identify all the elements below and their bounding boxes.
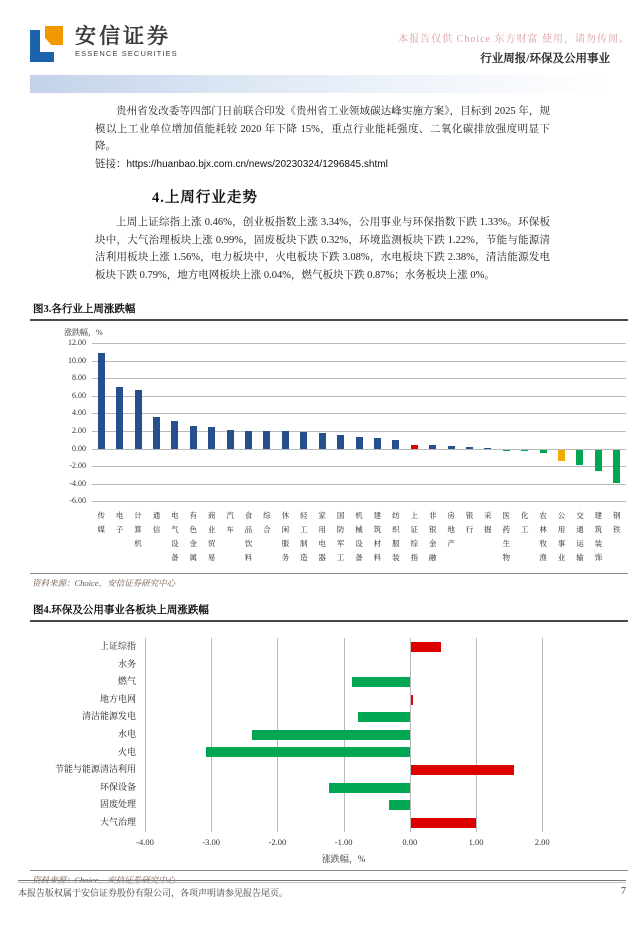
x-category-label: 计 算 机: [134, 511, 142, 548]
x-category-label: 有 色 金 属: [189, 511, 198, 562]
bar-上证综指: [411, 445, 418, 449]
x-category-label: 采 掘: [484, 511, 492, 534]
x-category-label: 休 闲 服 务: [281, 511, 290, 562]
bar-农林牧渔: [540, 450, 547, 453]
row-label-水务: 水务: [117, 658, 136, 669]
report-type-label: 行业周报/环保及公用事业: [480, 53, 610, 65]
x-tick-label: -2.00: [268, 836, 287, 847]
footer-rule: [18, 880, 626, 883]
x-category-label: 家 用 电 器: [318, 511, 326, 562]
x-tick-label: 2.00: [534, 836, 550, 847]
news-link-line: [95, 156, 550, 174]
x-category-label: 房 地 产: [447, 511, 455, 548]
x-tick-label: -3.00: [202, 836, 221, 847]
bar-电气设备: [171, 421, 178, 449]
bar-银行: [466, 447, 473, 448]
x-category-label: 交 通 运 输: [576, 511, 584, 562]
bar-地方电网: [411, 695, 414, 705]
figure4: [30, 602, 628, 886]
bar-钢铁: [613, 450, 620, 483]
bar-房地产: [448, 446, 455, 449]
market-summary-paragraph: 上周上证综指上涨 0.46%，创业板指数上涨 3.34%，公用事业与环保指数下跌 1.33%。环保板块中，大气治理板块上涨 0.99%，固废板块下跌 0.32%，环境监测板块下跌 1.22%，节能与能源清洁利用板块上涨 1.56%，电力板块中，火电板块下跌 3.08%，水电板块下跌 2.38%，清洁能源发电板块下跌 0.79%，地方电网板块上涨 0.04%，燃气板块下跌 0.87%；水务板块上涨 0%。: [95, 217, 550, 281]
x-axis-title: 涨跌幅，%: [321, 853, 366, 864]
figure3: [30, 301, 628, 589]
row-label-大气治理: 大气治理: [99, 817, 136, 827]
bar-商业贸易: [208, 427, 215, 449]
sector-hbar-chart: [30, 636, 628, 870]
x-tick-label: 0.00: [402, 836, 418, 847]
x-category-label: 电 子: [115, 511, 124, 534]
page-header: [0, 24, 640, 68]
bar-燃气: [352, 677, 410, 687]
x-category-label: 银 行: [465, 511, 474, 534]
figure4-source: 资料来源：Choice，安信证券研究中心: [32, 875, 176, 885]
bar-机械设备: [356, 437, 363, 448]
figure3-source: 资料来源：Choice，安信证券研究中心: [32, 578, 176, 588]
figure3-bottom-rule: [30, 573, 628, 574]
figure3-title-rule: [30, 319, 628, 321]
gridline: [92, 396, 626, 397]
bar-固废处理: [389, 800, 410, 810]
gridline: [410, 638, 411, 832]
report-page: [0, 24, 640, 929]
y-tick-label: -6.00: [69, 496, 86, 506]
gridline: [92, 361, 626, 362]
gridline: [92, 484, 626, 485]
row-label-火电: 火电: [117, 746, 136, 757]
page-number: 7: [621, 886, 626, 897]
bar-综合: [263, 431, 270, 449]
bar-纺织服装: [392, 440, 399, 448]
gridline: [211, 638, 212, 832]
row-label-燃气: 燃气: [117, 676, 136, 687]
body-content: [95, 103, 550, 284]
x-category-label: 轻 工 制 造: [300, 511, 308, 562]
link-label: 链接：: [95, 158, 127, 170]
bar-休闲服务: [282, 431, 289, 448]
bar-上证综指: [411, 642, 441, 652]
y-tick-label: -4.00: [69, 478, 86, 488]
x-category-label: 综 合: [263, 511, 271, 534]
x-category-label: 国 防 军 工: [336, 511, 345, 562]
page-footer: [18, 880, 626, 899]
bar-医药生物: [503, 450, 510, 451]
section-heading: 4.上周行业走势: [152, 190, 258, 206]
bar-食品饮料: [245, 431, 252, 449]
bar-建筑装饰: [595, 450, 602, 471]
y-tick-label: 6.00: [72, 390, 86, 400]
x-category-label: 钢 铁: [613, 511, 621, 534]
footer-copyright: 本报告版权属于安信证券股份有限公司，各项声明请参见报告尾页。: [18, 888, 289, 898]
gridline: [92, 413, 626, 414]
logo-blue-shape: [30, 52, 54, 62]
bar-国防军工: [337, 435, 344, 449]
brand-name-en: ESSENCE SECURITIES: [75, 49, 178, 58]
bar-家用电器: [319, 433, 326, 449]
x-category-label: 商 业 贸 易: [207, 511, 216, 562]
x-category-label: 非 银 金 融: [428, 511, 437, 562]
bar-计算机: [135, 390, 142, 449]
bar-非银金融: [429, 445, 436, 449]
figure3-title: 图3.各行业上周涨跌幅: [33, 304, 136, 315]
gridline: [476, 638, 477, 832]
bar-环保设备: [329, 783, 410, 793]
x-tick-label: -1.00: [334, 836, 353, 847]
bar-建筑材料: [374, 438, 381, 449]
bar-节能与能源清洁利用: [411, 765, 514, 775]
bar-采掘: [484, 448, 491, 449]
row-label-固废处理: 固废处理: [99, 799, 136, 810]
row-label-地方电网: 地方电网: [99, 693, 136, 704]
bar-水电: [252, 730, 410, 740]
gridline: [92, 378, 626, 379]
x-category-label: 化 工: [520, 511, 529, 534]
gridline: [542, 638, 543, 832]
gridline: [145, 638, 146, 832]
y-tick-label: 2.00: [72, 426, 86, 435]
y-tick-label: -2.00: [69, 461, 86, 471]
row-label-水电: 水电: [117, 729, 136, 739]
header-gradient-band: [30, 75, 640, 93]
x-category-label: 机 械 设 备: [355, 511, 363, 562]
logo-orange-shape: [45, 26, 63, 45]
x-category-label: 纺 织 服 装: [392, 511, 400, 562]
bar-大气治理: [411, 818, 477, 828]
x-category-label: 传 媒: [97, 511, 105, 534]
bar-轻工制造: [300, 432, 307, 449]
row-label-上证综指: 上证综指: [99, 641, 136, 651]
x-category-label: 医 药 生 物: [502, 511, 511, 562]
y-axis-title: 涨跌幅，%: [64, 328, 103, 337]
bar-汽车: [227, 430, 234, 449]
bar-化工: [521, 450, 528, 451]
y-tick-label: 12.00: [68, 338, 86, 347]
y-tick-label: 0.00: [72, 443, 86, 453]
x-category-label: 建 筑 材 料: [373, 511, 382, 562]
x-category-label: 食 品 饮 料: [244, 511, 253, 562]
x-category-label: 通 信: [152, 511, 161, 534]
y-tick-label: 4.00: [72, 408, 86, 418]
x-category-label: 公 用 事 业: [557, 511, 566, 562]
x-category-label: 汽 车: [226, 511, 234, 534]
figure4-title: 图4.环保及公用事业各板块上周涨跌幅: [33, 605, 209, 616]
y-tick-label: 8.00: [72, 373, 86, 383]
x-category-label: 农 林 牧 渔: [539, 511, 547, 562]
row-label-节能与能源清洁利用: 节能与能源清洁利用: [54, 764, 136, 775]
y-tick-label: 10.00: [68, 355, 86, 365]
confidential-watermark: 本报告仅供 Choice 东方财富 使用，请勿传阅。: [398, 34, 630, 45]
bar-交通运输: [576, 450, 583, 466]
gridline: [92, 501, 626, 502]
bar-传媒: [98, 353, 105, 449]
bar-电子: [116, 387, 123, 449]
bar-火电: [206, 747, 410, 757]
row-label-清洁能源发电: 清洁能源发电: [81, 711, 136, 722]
x-tick-label: -4.00: [136, 836, 154, 847]
figure4-bottom-rule: [30, 870, 628, 871]
x-category-label: 建 筑 装 饰: [594, 511, 603, 562]
row-label-环保设备: 环保设备: [99, 781, 136, 792]
bar-公用事业: [558, 450, 565, 462]
x-tick-label: 1.00: [468, 836, 484, 847]
gridline: [92, 466, 626, 467]
news-paragraph: 贵州省发改委等四部门日前联合印发《贵州省工业领域碳达峰实施方案》，目标到 2025 年，规模以上工业单位增加值能耗较 2020 年下降 15%，重点行业能耗强度、二氧化碳排放强度明显下降。: [95, 106, 550, 152]
bar-有色金属: [190, 426, 197, 449]
figure4-title-rule: [30, 620, 628, 622]
x-category-label: 电 气 设 备: [171, 511, 179, 562]
gridline: [92, 343, 626, 344]
article-link[interactable]: https://huanbao.bjx.com.cn/news/20230324/1296845.shtml: [126, 158, 388, 170]
industry-bar-chart: [30, 327, 628, 573]
brand-logo-icon: [30, 26, 66, 62]
bar-通信: [153, 417, 160, 449]
brand-block: [75, 25, 178, 58]
x-category-label: 上 证 综 指: [410, 511, 418, 562]
brand-name-cn: 安信证券: [75, 25, 171, 48]
bar-清洁能源发电: [358, 712, 410, 722]
